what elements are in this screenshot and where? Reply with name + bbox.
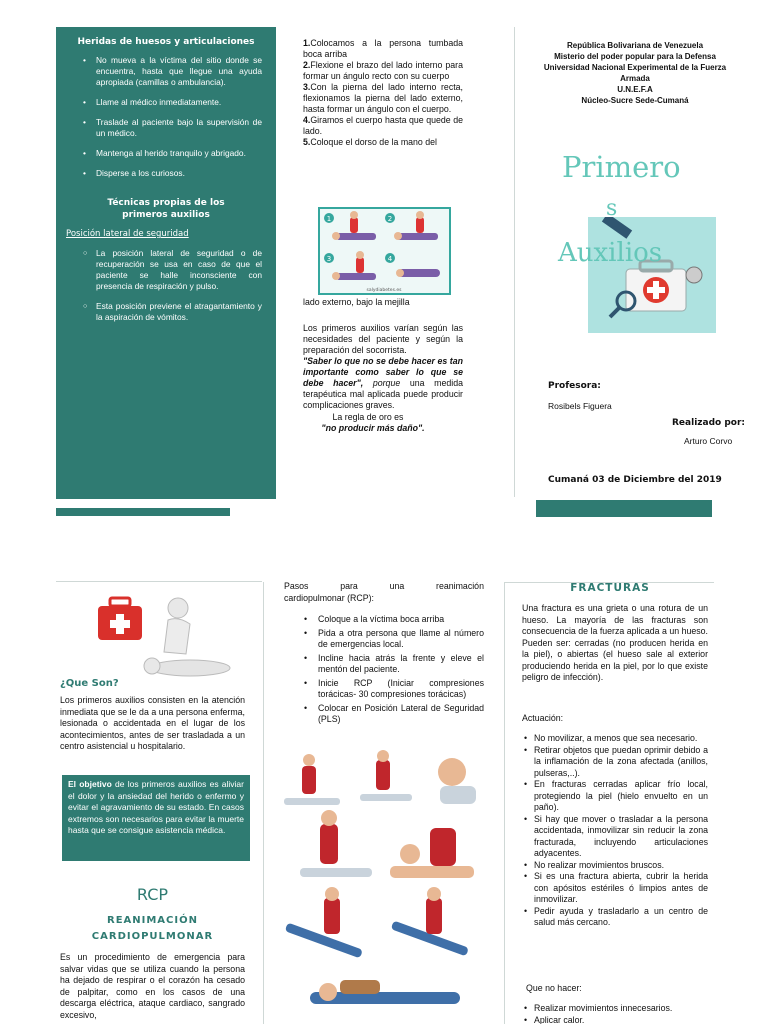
step-5-continuation: lado externo, bajo la mejilla — [303, 297, 410, 307]
golden-quote: "no producir más daño". — [321, 423, 425, 433]
svg-text:4: 4 — [387, 255, 393, 263]
cpr-scene — [300, 810, 372, 877]
step-4: 4.Giramos el cuerpo hasta que quede de lado. — [303, 115, 463, 136]
rcp-title: RCP — [136, 885, 169, 904]
step-1: 1.Colocamos a la persona tumbada boca arriba — [303, 38, 463, 59]
list-item: • Aplicar calor. — [534, 1015, 708, 1024]
cpr-scene — [391, 887, 469, 956]
list-item: ○ Esta posición previene el atragantamiento y la aspiración de vómitos. — [96, 301, 262, 323]
institution-line: Universidad Nacional Experimental de la Fuerza Armada — [543, 63, 727, 83]
cover-title: Auxilios — [558, 238, 663, 268]
list-item: • Si hay que mover o trasladar a la persona accidentada, inmovilizar sin reducir la zona fracturada, incluyendo articulaciones adyacentes. — [534, 814, 708, 860]
intro-word: Pasos — [284, 581, 309, 591]
list-item: • En fracturas cerradas aplicar frío local, protegiendo la piel (hielo envuelto en un paño). — [534, 779, 708, 814]
intro-word: reanimación — [436, 581, 484, 591]
first-aid-kit-illustration — [588, 217, 716, 333]
recovery-position-illustration — [318, 207, 451, 295]
objective-box: El objetivo de los primeros auxilios es aliviar el dolor y la ansiedad del herido o enfermo y evitar el agravamiento de su estado. En casos extremos son necesarios para evitar la muerte hasta que se consigue asistencia médica. — [62, 775, 250, 861]
dont-label: Que no hacer: — [526, 983, 582, 993]
quote-paragraph: "Saber lo que no se debe hacer es tan importante como saber lo que se debe hacer", porque una medida terapéutica mal aplicada puede producir complicaciones graves. — [303, 356, 463, 410]
pls-title: Posición lateral de seguridad — [66, 229, 189, 239]
decorative-bar — [536, 500, 712, 517]
teacher-label: Profesora: — [548, 381, 601, 391]
date: Cumaná 03 de Diciembre del 2019 — [548, 475, 722, 485]
cpr-scene — [360, 750, 412, 801]
rcp-definition: Es un procedimiento de emergencia para salvar vidas que se utiliza cuando la persona ha dejado de respirar o el corazón ha cesado de palpitar, como en los casos de una descarga eléctrica, ataque cardiaco, sangrado excesivo, — [60, 952, 245, 1020]
intro-word: para — [340, 581, 358, 591]
step-5: 5.Coloque el dorso de la mano del — [303, 137, 438, 147]
cover-title: Primero — [562, 150, 681, 184]
fractures-definition: Una fractura es una grieta o una rotura de un hueso. La mayoría de las fracturas son consecuencia de la fuerza aplicada a un hueso. Pueden ser: cerradas (no producen herida en la piel), o abiertas (el hueso sale al exterior produciendo herida en la piel, por lo que existe peligro de infección). — [522, 603, 708, 682]
divider — [56, 581, 262, 582]
dont-list — [522, 1003, 708, 1024]
list-item: • Incline hacia atrás la frente y eleve el mentón del paciente. — [318, 653, 484, 676]
golden-rule: La regla de oro es — [332, 412, 404, 422]
institution-header — [535, 40, 735, 106]
intro-text: Los primeros auxilios consisten en la atención inmediata que se le da a una persona enferma, lesionada o accidentada en el lugar de los acontecimientos, antes de ser trasladada a un centro asistencial u hospitalario. — [60, 695, 245, 751]
list-item: • Coloque a la víctima boca arriba — [318, 614, 484, 626]
list-item: • Pedir ayuda y trasladarlo a un centro de salud más cercano. — [534, 906, 708, 929]
wounds-panel — [56, 27, 276, 499]
rcp-steps-list — [300, 614, 484, 728]
first-aid-figure-illustration — [94, 592, 234, 684]
pls-continuation — [303, 297, 463, 434]
cpr-scene — [310, 980, 460, 1004]
svg-text:2: 2 — [387, 215, 393, 223]
cpr-scene — [390, 828, 474, 878]
recovery-position-drawing — [320, 209, 449, 293]
list-item: • No mueva a la víctima del sitio donde se encuentra, hasta que llegue una ayuda apropiada (camillas o ambulancia). — [96, 55, 262, 88]
first-aid-kit-drawing — [588, 217, 716, 333]
cpr-scene — [285, 887, 363, 958]
vary-text: Los primeros auxilios varían según las necesidades del paciente y según la preparación del socorrista. — [303, 323, 463, 355]
techniques-title: Técnicas propias de los primeros auxilios — [107, 198, 225, 220]
svg-text:1: 1 — [326, 215, 332, 223]
step-3: 3.Con la pierna del lado interno recta, flexionamos la pierna del lado externo, hasta formar un ángulo con el cuerpo. — [303, 82, 463, 114]
fractures-title: FRACTURAS — [570, 582, 650, 594]
cover-title: s — [606, 196, 618, 221]
cpr-scene — [438, 758, 476, 804]
list-item: ○ La posición lateral de seguridad o de recuperación se usa en caso de que el paciente se halle inconsciente con presencia de respiración y pulso. — [96, 248, 262, 292]
list-item: • Disperse a los curiosos. — [96, 168, 262, 179]
pls-list — [66, 248, 266, 323]
author-name: Arturo Corvo — [684, 436, 733, 446]
institution-line: U.N.E.F.A — [617, 85, 653, 94]
action-label: Actuación: — [522, 713, 564, 723]
action-list — [522, 733, 708, 929]
list-item: • No movilizar, a menos que sea necesario. — [534, 733, 708, 745]
intro-word: una — [389, 581, 405, 591]
list-item: • Traslade al paciente bajo la supervisión de un médico. — [96, 117, 262, 139]
institution-line: República Bolivariana de Venezuela — [566, 41, 704, 50]
list-item: • Llame al médico inmediatamente. — [96, 97, 262, 108]
list-item: • No realizar movimientos bruscos. — [534, 860, 708, 872]
fold-line — [514, 27, 515, 497]
list-item: • Si es una fractura abierta, cubrir la herida con apósitos estériles ó limpios antes de inmovilizar. — [534, 871, 708, 906]
institution-line: Misterio del poder popular para la Defensa — [554, 52, 716, 61]
svg-text:salydiabetes.es: salydiabetes.es — [366, 288, 402, 293]
fold-line — [504, 582, 505, 1024]
author-label: Realizado por: — [672, 418, 746, 428]
rcp-steps-intro — [284, 581, 484, 604]
step-2: 2.Flexione el brazo del lado interno para formar un ángulo recto con su cuerpo — [303, 60, 463, 81]
teacher-name: Rosibels Figuera — [548, 401, 612, 411]
pls-steps — [303, 38, 463, 148]
list-item: • Mantenga al herido tranquilo y abrigado. — [96, 148, 262, 159]
list-item: • Inicie RCP (Iniciar compresiones torácicas- 30 compresiones torácicas) — [318, 678, 484, 701]
first-aid-figure-drawing — [94, 592, 234, 684]
list-item: • Retirar objetos que puedan oprimir debido a la inflamación de la zona afectada (anillos, pulseras,..). — [534, 745, 708, 780]
cpr-drawing — [280, 748, 490, 1024]
list-item: • Pida a otra persona que llame al número de emergencias local. — [318, 628, 484, 651]
wounds-list — [66, 55, 266, 179]
svg-text:3: 3 — [326, 255, 332, 263]
list-item: • Realizar movimientos innecesarios. — [534, 1003, 708, 1015]
cpr-illustrations — [280, 748, 490, 1024]
intro-rest: cardiopulmonar (RCP): — [284, 592, 374, 603]
institution-line: Núcleo-Sucre Sede-Cumaná — [581, 96, 689, 105]
cpr-scene — [284, 754, 340, 805]
what-are-heading: ¿Que Son? — [60, 678, 119, 689]
decorative-bar — [56, 508, 230, 516]
rcp-subtitle: REANIMACIÓN CARDIOPULMONAR — [91, 915, 214, 942]
list-item: • Colocar en Posición Lateral de Seguridad (PLS) — [318, 703, 484, 726]
wounds-title: Heridas de huesos y articulaciones — [77, 37, 255, 47]
fold-line — [263, 582, 264, 1024]
